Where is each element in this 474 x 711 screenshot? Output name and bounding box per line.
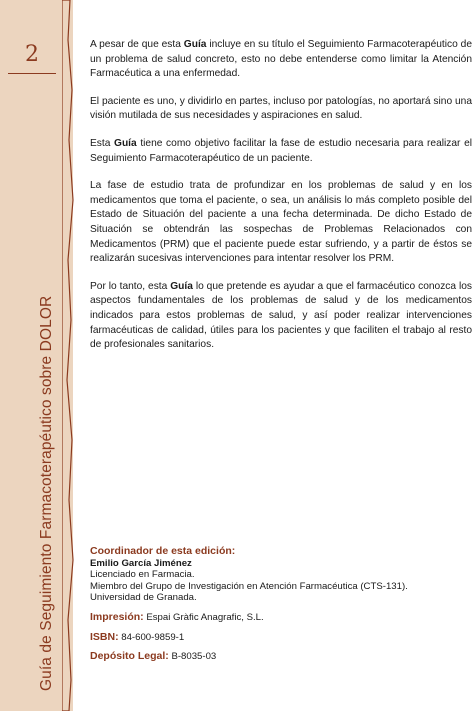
coordinator-line: Universidad de Granada. [90, 592, 197, 604]
sidebar-torn-edge [62, 0, 76, 711]
paragraph: Por lo tanto, esta Guía lo que pretende es ayudar a que el farmacéutico conozca los aspectos fundamentales de los problemas de salud y de los medicamentos indicados para estos problemas de salud, y así poder realizar intervenciones farmacéuticas de calidad, útiles para los pacientes y que faciliten el trabajo al resto de profesionales sanitarios. [90, 280, 472, 351]
coordinator-line: Miembro del Grupo de Investigación en Atención Farmacéutica (CTS-131). [90, 580, 408, 592]
paragraph: El paciente es uno, y dividirlo en partes, incluso por patologías, no aportará sino una visión mutilada de sus necesidades y aspiraciones en salud. [90, 95, 472, 122]
legal-deposit-value: B-8035-03 [171, 651, 217, 663]
coordinator-heading: Coordinador de esta edición: [90, 545, 236, 557]
paragraph: Esta Guía tiene como objetivo facilitar la fase de estudio necesaria para realizar el Seguimiento Farmacoterapéutico de un paciente. [90, 137, 472, 164]
coordinator-block [90, 546, 460, 604]
credits [90, 546, 460, 671]
isbn-label: ISBN: [90, 630, 119, 643]
isbn-info [90, 632, 460, 644]
coordinator-name: Emilio García Jiménez [90, 557, 192, 569]
legal-deposit-info [90, 651, 460, 663]
paragraph: A pesar de que esta Guía incluye en su título el Seguimiento Farmacoterapéutico de un problema de salud concreto, esto no debe entenderse como limitar la Atención Farmacéutica a una enfermedad. [90, 39, 473, 80]
paragraph: La fase de estudio trata de profundizar en los problemas de salud y en los medicamentos que toma el paciente, o sea, un análisis lo más completo posible del Estado de Situación del paciente a una fecha determinada. De dicho Estado de Situación se obtendrán las sospechas de Problemas Relacionados con Medicamentos (PRM) que el paciente puede estar sufriendo, y a partir de éstos se realizarán sucesivas intervenciones para intentar resolver los PRM. [90, 180, 472, 265]
printing-info [90, 612, 460, 624]
intro-text [90, 38, 472, 366]
legal-deposit-label: Depósito Legal: [90, 650, 169, 663]
page-number: 2 [25, 42, 39, 67]
printing-label: Impresión: [90, 610, 144, 623]
vertical-guide-title: Guía de Seguimiento Farmacoterapéutico sobre DOLOR [38, 295, 55, 691]
isbn-value: 84-600-9859-1 [121, 631, 185, 643]
printing-value: Espai Gràfic Anagrafic, S.L. [146, 611, 264, 623]
page-number-rule [8, 73, 56, 74]
coordinator-line: Licenciado en Farmacia. [90, 569, 195, 581]
